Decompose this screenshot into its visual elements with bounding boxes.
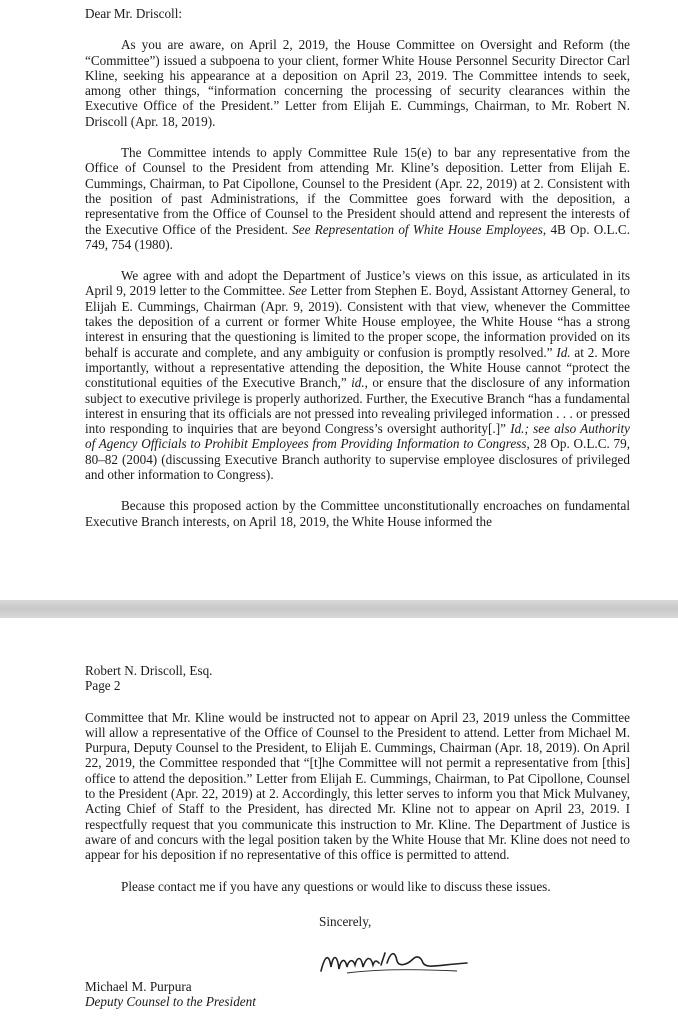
signer-title: Deputy Counsel to the President bbox=[85, 994, 256, 1010]
paragraph-3 bbox=[85, 268, 630, 482]
paragraph-1: As you are aware, on April 2, 2019, the House Committee on Oversight and Reform (the “Committee”) issued a subpoena to your client, former White House Personnel Security Director Carl Kline, seeking his appearance at a deposition on April 23, 2019. The Committee intends to seek, among other things, “information concerning the processing of security clearances within the Executive Office of the President.” Letter from Elijah E. Cummings, Chairman, to Mr. Robert N. Driscoll (Apr. 18, 2019). bbox=[85, 37, 630, 129]
paragraph-5: Committee that Mr. Kline would be instructed not to appear on April 23, 2019 unless the Committee will allow a representative of the Office of Counsel to the President to attend. Letter from Michael M. Purpura, Deputy Counsel to the President, to Elijah E. Cummings, Chairman (Apr. 18, 2019). On April 22, 2019, the Committee responded that “[t]he Committee will not permit a representative from [this] office to attend the deposition.” Letter from Elijah E. Cummings, Chairman, to Pat Cipollone, Counsel to the President (Apr. 22, 2019) at 2. Accordingly, this letter serves to inform you that Mick Mulvaney, Acting Chief of Staff to the President, has directed Mr. Kline not to appear on April 23, 2019. I respectfully request that you communicate this instruction to Mr. Kline. The Department of Justice is aware of and concurs with the legal position taken by the White House that Mr. Kline does not need to appear for his deposition if no representative of this office is permitted to attend. bbox=[85, 709, 630, 863]
signer-name: Michael M. Purpura bbox=[85, 979, 192, 995]
paragraph-2-citation: See Representation of White House Employees bbox=[292, 221, 543, 237]
paragraph-2-citation-tail: , 4B Op. O.L.C. 749, 754 (1980). bbox=[85, 221, 630, 252]
closing: Sincerely, bbox=[319, 913, 372, 929]
paragraph-2 bbox=[85, 145, 630, 252]
paragraph-3-id-3: Id.; see also Authority of Agency Officials to Prohibit Employees from Providing Information to Congress bbox=[85, 421, 630, 452]
recipient-name: Robert N. Driscoll, Esq. bbox=[85, 663, 213, 678]
handwritten-signature bbox=[317, 945, 477, 979]
paragraph-3-see: See bbox=[288, 283, 307, 299]
page-2-header bbox=[85, 663, 630, 694]
paragraph-3-lead: We agree with and adopt the Department of Justice’s views on this issue, as articulated in its April 9, 2019 letter to the Committee. bbox=[85, 268, 630, 299]
paragraph-3-d: , 28 Op. O.L.C. 79, 80–82 (2004) (discussing Executive Branch authority to supervise employee disclosures of privileged and other information to Congress). bbox=[85, 436, 630, 483]
paragraph-3-b: at 2. More importantly, without a representative attending the deposition, the White House cannot “protect the constitutional equities of the Executive Branch,” bbox=[85, 344, 630, 391]
salutation: Dear Mr. Driscoll: bbox=[85, 6, 183, 21]
paragraph-4: Because this proposed action by the Committee unconstitutionally encroaches on fundamental Executive Branch interests, on April 18, 2019, the White House informed the bbox=[85, 498, 630, 529]
letter-page-2 bbox=[0, 618, 678, 1024]
page-1-body bbox=[85, 6, 630, 545]
page-separator bbox=[0, 600, 678, 618]
paragraph-3-c: , or ensure that the disclosure of any information subject to executive privilege is properly authorized. Further, the Executive Branch “has a fundamental interest in ensuring that its officials are not pressed into revealing privileged information . . . or pressed into responding to inquiries that are beyond Congress’s oversight authority[.]” bbox=[85, 375, 630, 437]
page-2-body bbox=[85, 663, 630, 1010]
paragraph-3-a: Letter from Stephen E. Boyd, Assistant Attorney General, to Elijah E. Cummings, Chairman (Apr. 9, 2019). Consistent with that view, whenever the Committee takes the deposition of a current or former White House employee, the White House “has a strong interest in ensuring that the questioning is limited to the proper scope, the information provided on its behalf is accurate and complete, and any ambiguity or confusion is promptly resolved.” bbox=[85, 283, 630, 360]
paragraph-6: Please contact me if you have any questions or would like to discuss these issues. bbox=[121, 878, 551, 894]
page-number: Page 2 bbox=[85, 678, 121, 694]
paragraph-3-id-2: id. bbox=[351, 375, 365, 391]
signature-icon bbox=[317, 945, 477, 979]
paragraph-3-id-1: Id. bbox=[556, 344, 571, 360]
paragraph-2-text: The Committee intends to apply Committee Rule 15(e) to bar any representative from the Office of Counsel to the President from attending Mr. Kline’s deposition. Letter from Elijah E. Cummings, Chairman, to Pat Cipollone, Counsel to the President (Apr. 22, 2019) at 2. Consistent with the position of past Administrations, if the Committee goes forward with the deposition, a representative from the Office of Counsel to the President should attend and represent the interests of the Executive Office of the President. bbox=[85, 145, 630, 237]
